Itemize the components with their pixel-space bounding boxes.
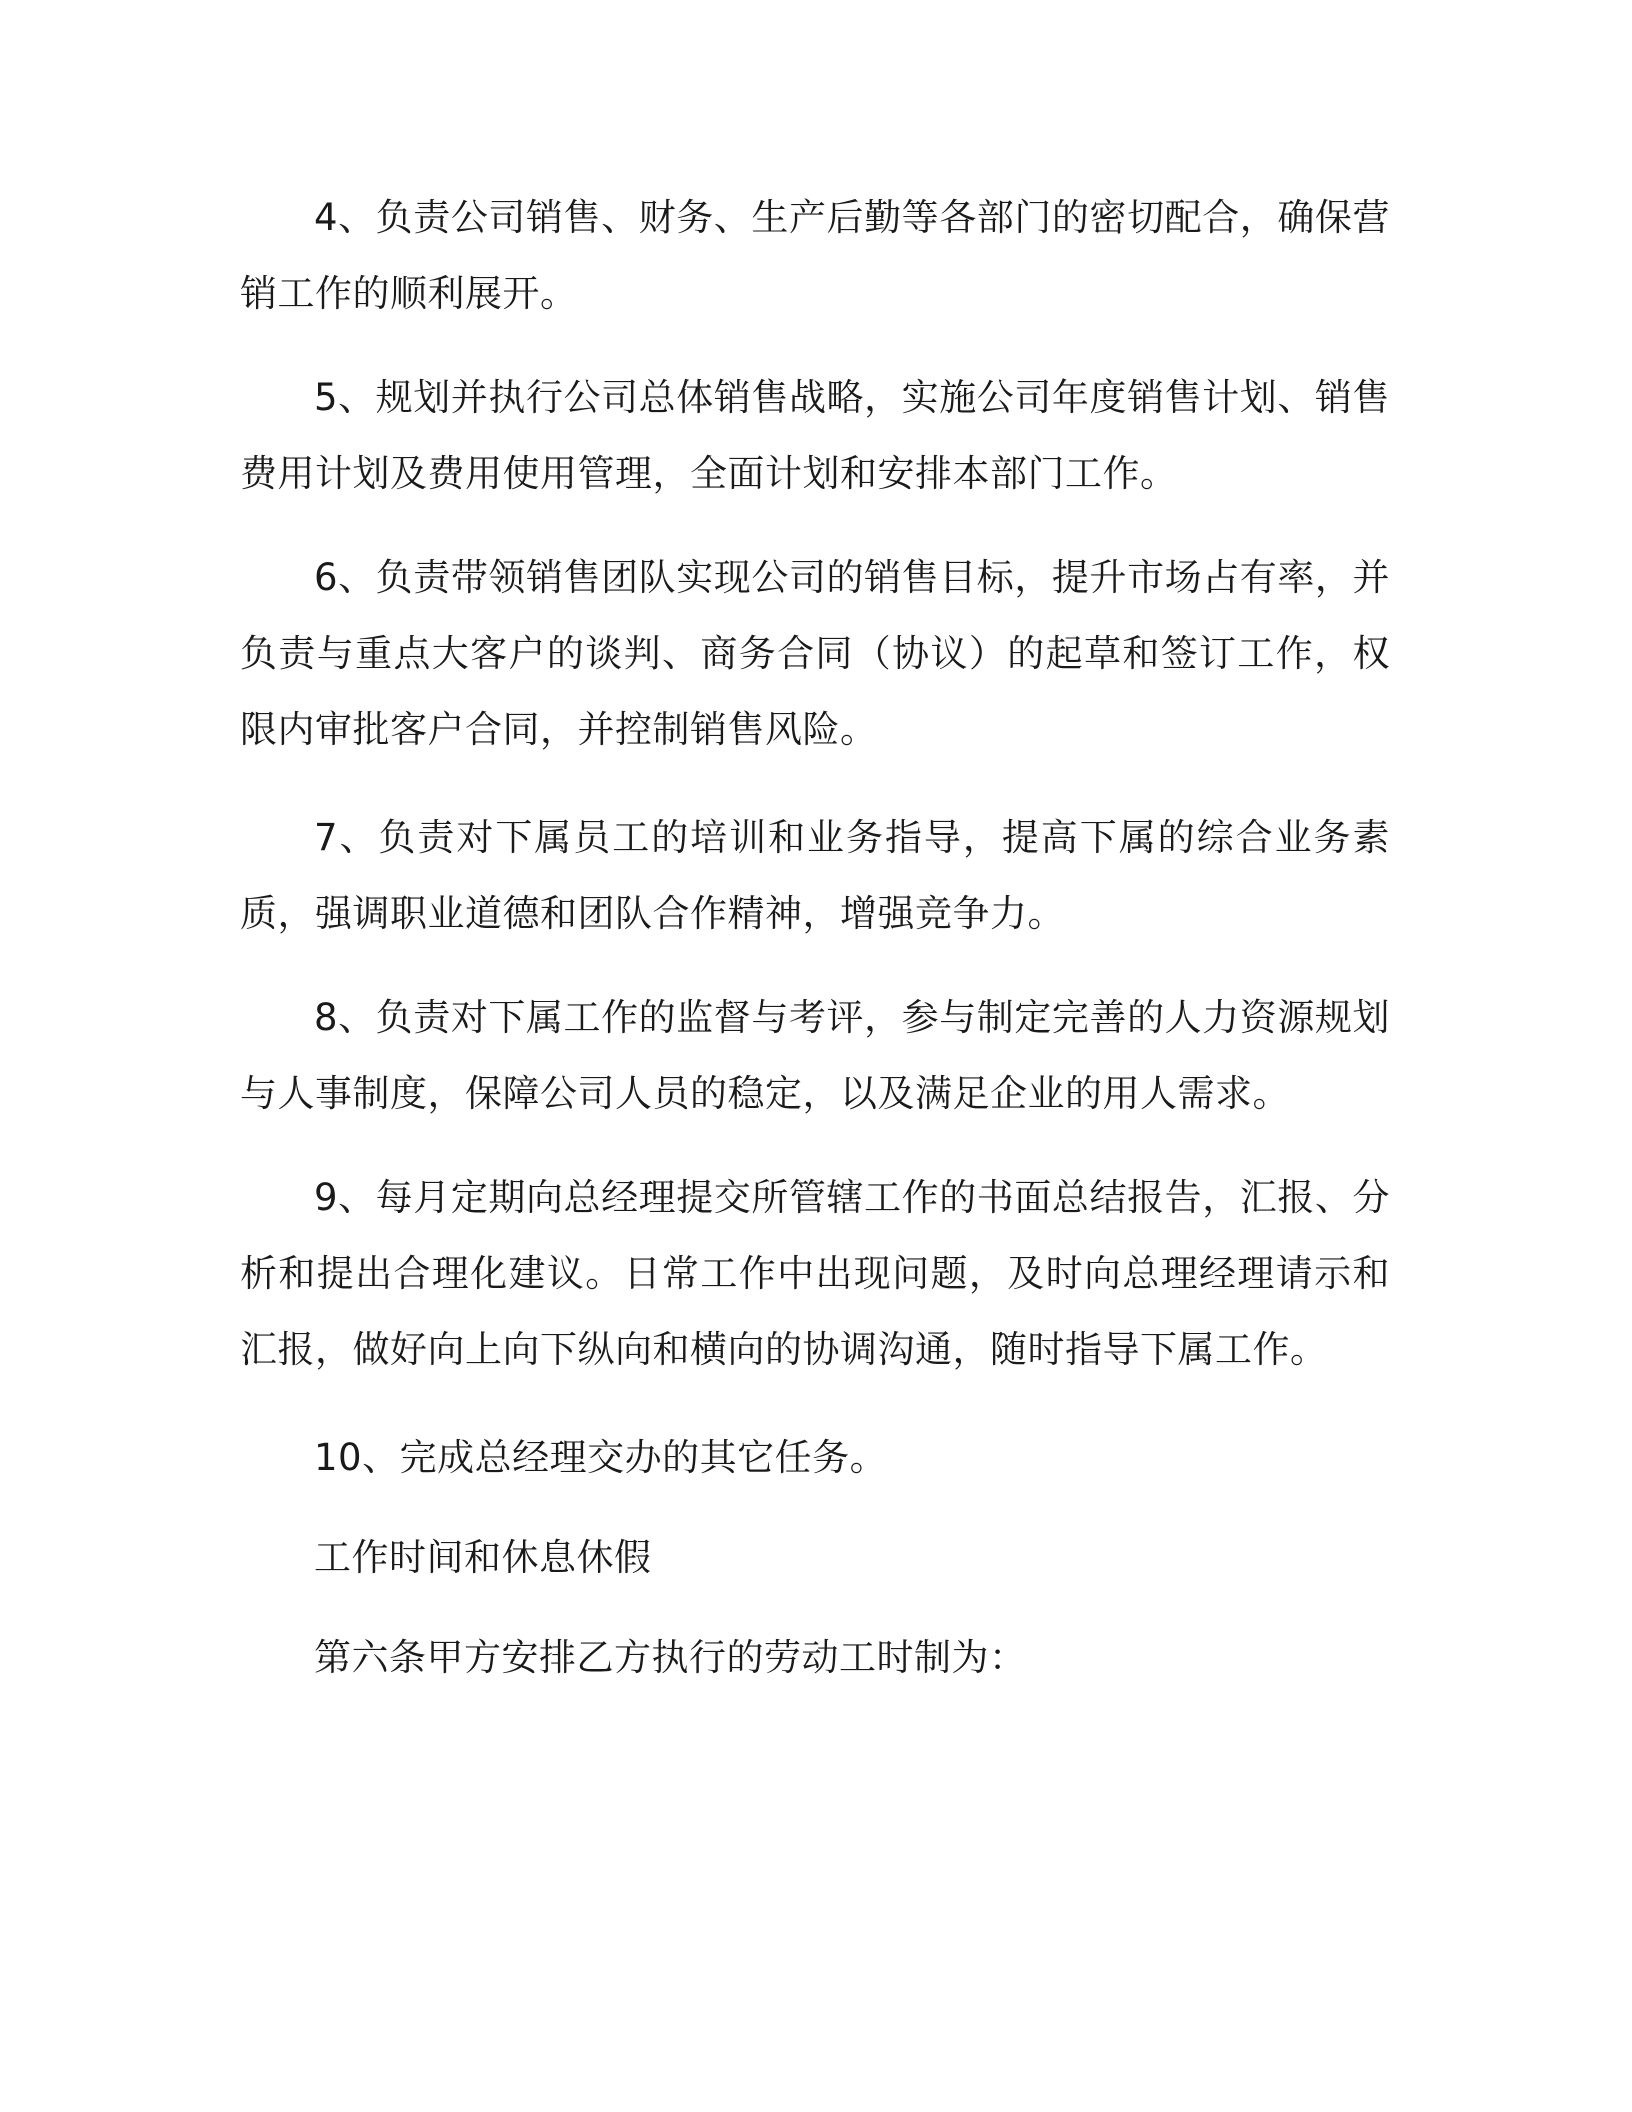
paragraph-4: 4、负责公司销售、财务、生产后勤等各部门的密切配合，确保营销工作的顺利展开。 [240, 196, 1390, 315]
article-six: 第六条甲方安排乙方执行的劳动工时制为： [314, 1636, 1027, 1679]
section-heading: 工作时间和休息休假 [314, 1536, 652, 1579]
paragraph-10: 10、完成总经理交办的其它任务。 [314, 1436, 888, 1479]
paragraph-9: 9、每月定期向总经理提交所管辖工作的书面总结报告，汇报、分析和提出合理化建议。日常工作中出现问题，及时向总理经理请示和汇报，做好向上向下纵向和横向的协调沟通，随时指导下属工作。 [240, 1176, 1390, 1371]
paragraph-5: 5、规划并执行公司总体销售战略，实施公司年度销售计划、销售费用计划及费用使用管理，全面计划和安排本部门工作。 [240, 376, 1390, 495]
paragraph-8: 8、负责对下属工作的监督与考评，参与制定完善的人力资源规划与人事制度，保障公司人员的稳定，以及满足企业的用人需求。 [240, 996, 1390, 1115]
paragraph-6: 6、负责带领销售团队实现公司的销售目标，提升市场占有率，并负责与重点大客户的谈判、商务合同（协议）的起草和签订工作，权限内审批客户合同，并控制销售风险。 [240, 556, 1390, 751]
paragraph-7: 7、负责对下属员工的培训和业务指导，提高下属的综合业务素质，强调职业道德和团队合作精神，增强竞争力。 [240, 816, 1390, 935]
